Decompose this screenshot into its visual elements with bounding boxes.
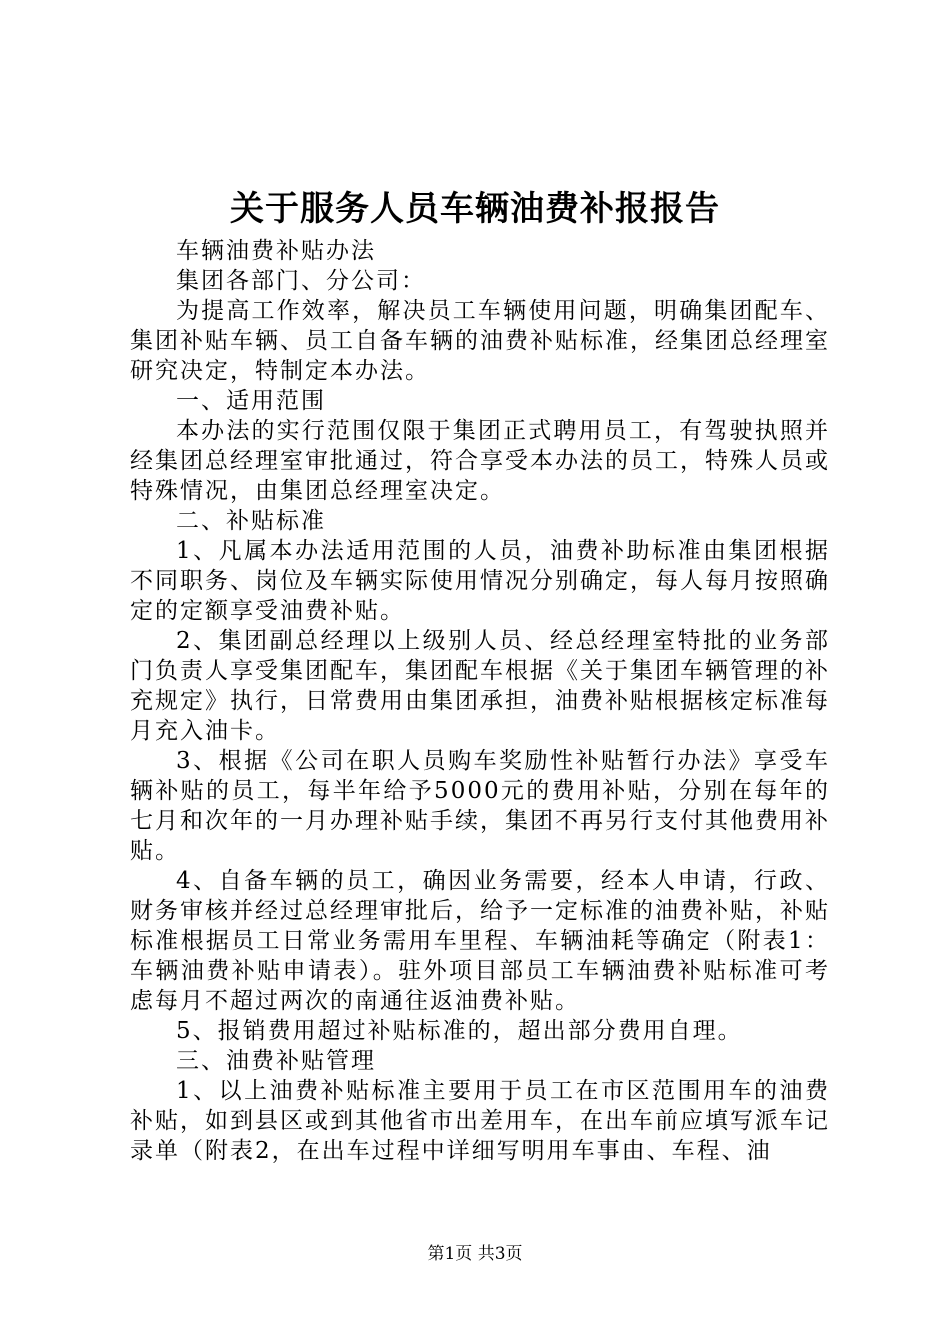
paragraph-standard-4: 4、自备车辆的员工，确因业务需要，经本人申请，行政、财务审核并经过总经理审批后，给予一定标准的油费补贴，补贴标准根据员工日常业务需用车里程、车辆油耗等确定（附表1：车辆油费补贴申请表）。驻外项目部员工车辆油费补贴标准可考虑每月不超过两次的南通往返油费补贴。 bbox=[130, 868, 830, 1014]
section-heading-management: 三、油费补贴管理 bbox=[176, 1048, 376, 1074]
paragraph-standard-1: 1、凡属本办法适用范围的人员，油费补助标准由集团根据不同职务、岗位及车辆实际使用情况分别确定，每人每月按照确定的定额享受油费补贴。 bbox=[130, 538, 830, 624]
document-title: 关于服务人员车辆油费补报报告 bbox=[230, 189, 720, 229]
section-heading-standard: 二、补贴标准 bbox=[176, 508, 326, 534]
paragraph-standard-3: 3、根据《公司在职人员购车奖励性补贴暂行办法》享受车辆补贴的员工，每半年给予5000元的费用补贴，分别在每年的七月和次年的一月办理补贴手续，集团不再另行支付其他费用补贴。 bbox=[130, 748, 830, 864]
paragraph-management-1: 1、以上油费补贴标准主要用于员工在市区范围用车的油费补贴，如到县区或到其他省市出差用车，在出车前应填写派车记录单（附表2，在出车过程中详细写明用车事由、车程、油 bbox=[130, 1078, 830, 1164]
paragraph-intro: 为提高工作效率，解决员工车辆使用问题，明确集团配车、集团补贴车辆、员工自备车辆的油费补贴标准，经集团总经理室研究决定，特制定本办法。 bbox=[130, 298, 830, 384]
paragraph-scope: 本办法的实行范围仅限于集团正式聘用员工，有驾驶执照并经集团总经理室审批通过，符合享受本办法的员工，特殊人员或特殊情况，由集团总经理室决定。 bbox=[130, 418, 830, 504]
page-number-footer: 第1页 共3页 bbox=[427, 1244, 523, 1264]
paragraph-standard-2: 2、集团副总经理以上级别人员、经总经理室特批的业务部门负责人享受集团配车，集团配车根据《关于集团车辆管理的补充规定》执行，日常费用由集团承担，油费补贴根据核定标准每月充入油卡。 bbox=[130, 628, 830, 744]
paragraph-heading-method: 车辆油费补贴办法 bbox=[176, 238, 376, 264]
paragraph-salutation: 集团各部门、分公司： bbox=[176, 268, 426, 294]
paragraph-standard-5: 5、报销费用超过补贴标准的，超出部分费用自理。 bbox=[176, 1018, 743, 1044]
section-heading-scope: 一、适用范围 bbox=[176, 388, 326, 414]
document-body bbox=[130, 236, 830, 1166]
